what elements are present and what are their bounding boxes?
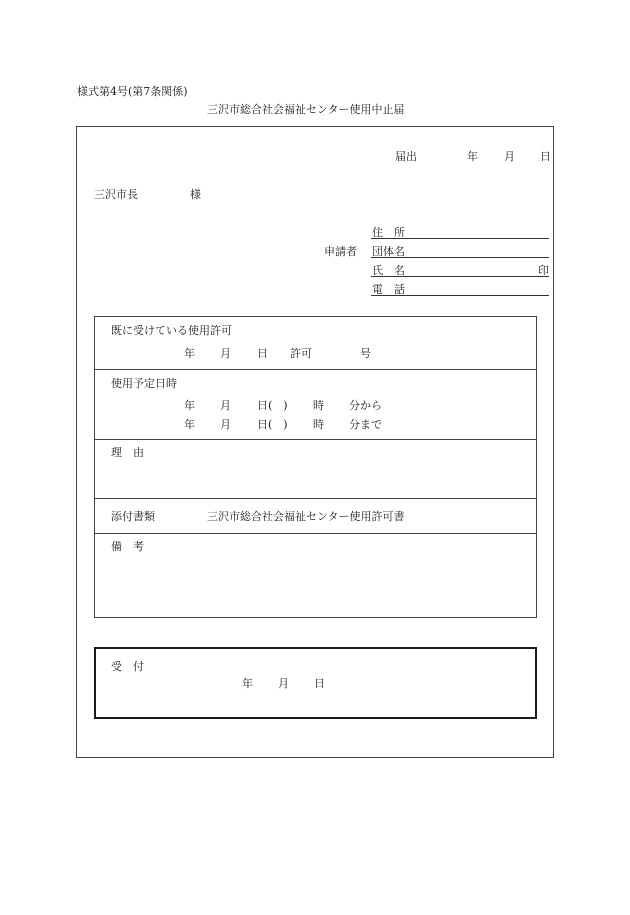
permit-heading: 既に受けている使用許可 [111,324,232,337]
permit-year: 年 [184,347,195,360]
schedule-end-month: 月 [220,418,231,431]
phone-field-line[interactable] [371,295,549,296]
applicant-organization-label: 団体名 [372,245,405,258]
seal-mark: 印 [538,264,549,277]
schedule-start-minute: 分から [349,399,382,412]
attachment-heading: 添付書類 [111,510,155,523]
organization-field-line[interactable] [371,257,549,258]
reception-year: 年 [242,677,253,690]
permit-number: 号 [360,347,371,360]
schedule-start-month: 月 [220,399,231,412]
submission-day: 日 [540,150,551,163]
permit-month: 月 [220,347,231,360]
attachment-value: 三沢市総合社会福祉センター使用許可書 [207,510,405,523]
applicant-name-label: 氏 名 [372,264,405,277]
permit-day: 日 [257,347,268,360]
schedule-end-year: 年 [184,418,195,431]
schedule-end-day: 日( ) [257,418,288,431]
form-title: 三沢市総合社会福祉センター使用中止届 [207,103,405,116]
divider [95,369,536,370]
divider [95,439,536,440]
remarks-heading: 備 考 [111,540,144,553]
reception-day: 日 [314,677,325,690]
divider [95,533,536,534]
reception-month: 月 [278,677,289,690]
schedule-end-hour: 時 [313,418,324,431]
applicant-address-label: 住 所 [372,226,405,239]
schedule-start-day: 日( ) [257,399,288,412]
addressee-honorific: 様 [190,188,201,201]
applicant-label: 申請者 [324,245,357,258]
reason-heading: 理 由 [111,446,144,459]
name-field-line[interactable] [371,276,549,277]
schedule-start-hour: 時 [313,399,324,412]
divider [95,498,536,499]
schedule-start-year: 年 [184,399,195,412]
submission-label: 届出 [395,150,417,163]
schedule-heading: 使用予定日時 [111,377,177,390]
submission-year: 年 [467,150,478,163]
form-number: 様式第4号(第7条関係) [77,85,188,98]
schedule-end-minute: 分まで [349,418,382,431]
submission-month: 月 [504,150,515,163]
addressee-mayor: 三沢市長 [94,188,138,201]
reception-heading: 受 付 [111,660,144,673]
details-box [94,316,537,618]
address-field-line[interactable] [371,238,549,239]
permit-label: 許可 [290,347,312,360]
applicant-phone-label: 電 話 [372,283,405,296]
